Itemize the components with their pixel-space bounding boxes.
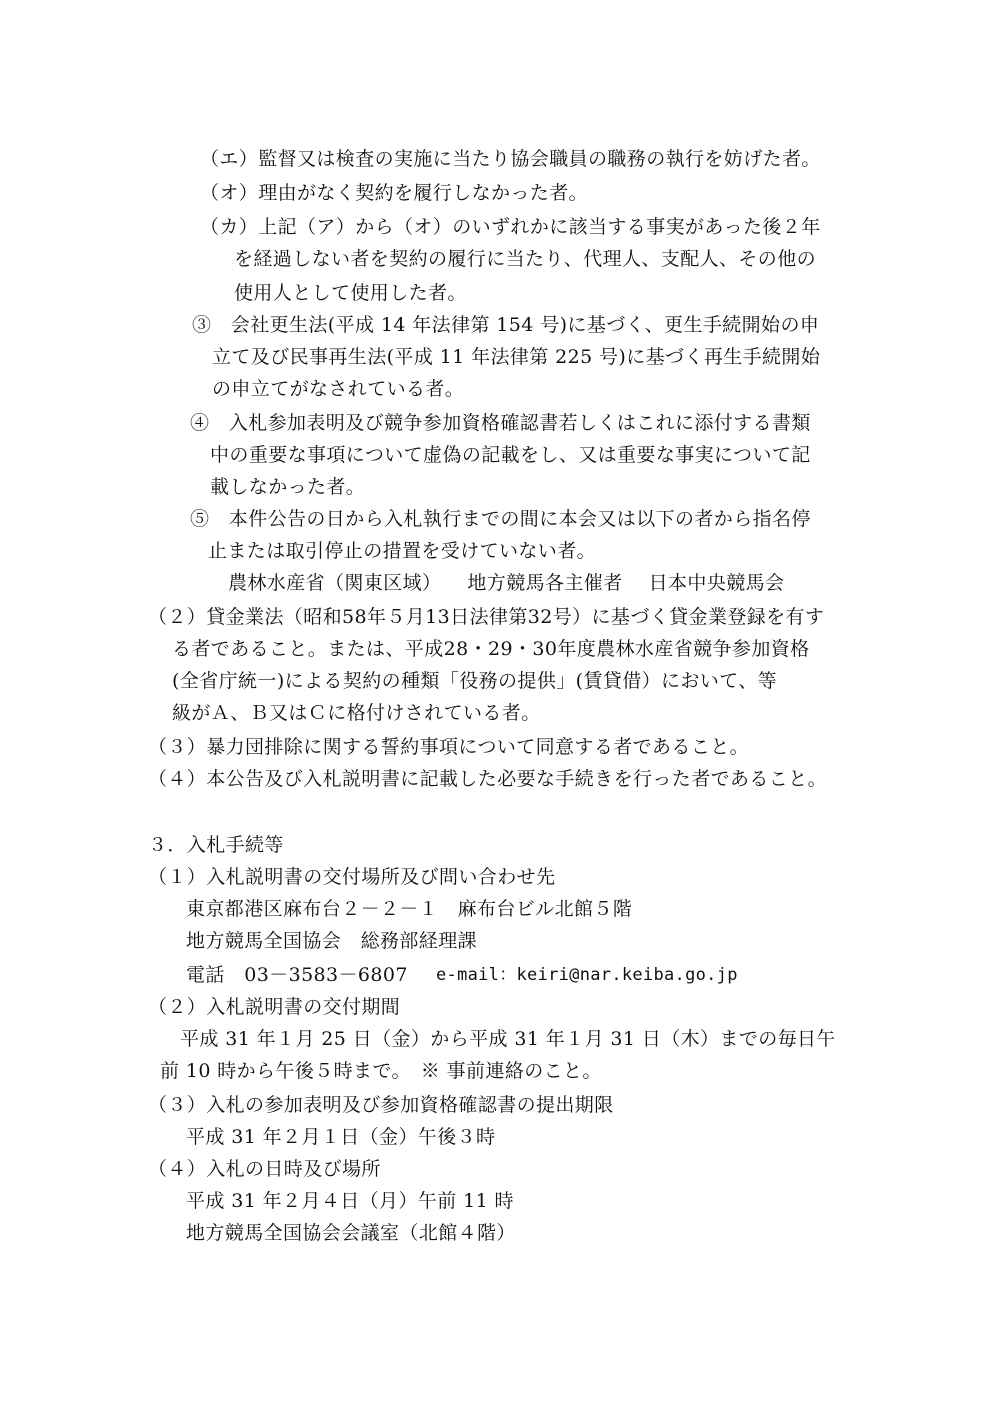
item-5-line1: ⑤ 本件公告の日から入札執行までの間に本会又は以下の者から指名停: [190, 508, 811, 530]
item-3-line2: 立て及び民事再生法(平成 11 年法律第 225 号)に基づく再生手続開始: [212, 346, 821, 368]
agency-list: [228, 570, 784, 596]
sub-item-ka-line1: （カ）上記（ア）から（オ）のいずれかに該当する事実があった後２年: [200, 216, 821, 238]
sec3-s2-title: （２）入札説明書の交付期間: [148, 996, 401, 1018]
item-4-line2: 中の重要な事項について虚偽の記載をし、又は重要な事実について記: [210, 444, 811, 466]
sec3-s3-title: （３）入札の参加表明及び参加資格確認書の提出期限: [148, 1094, 614, 1116]
agency-local-racing: 地方競馬各主催者: [467, 572, 623, 594]
section-3-heading: ３．入札手続等: [148, 834, 284, 856]
item-5-line2: 止または取引停止の措置を受けていない者。: [208, 540, 597, 562]
para-2-line3: (全省庁統一)による契約の種類「役務の提供」(賃貸借）において、等: [172, 670, 778, 692]
item-3-line3: の申立てがなされている者。: [212, 378, 465, 400]
agency-maff: 農林水産省（関東区域）: [228, 572, 442, 594]
sec3-s1-phone: 電話 03－3583－6807: [186, 964, 408, 986]
para-2-line1: （２）貸金業法（昭和58年５月13日法律第32号）に基づく貸金業登録を有す: [148, 606, 825, 628]
sub-item-ka-line2: を経過しない者を契約の履行に当たり、代理人、支配人、その他の: [234, 248, 817, 270]
sec3-s1-title: （１）入札説明書の交付場所及び問い合わせ先: [148, 866, 556, 888]
sec3-s1-email: e-mail：keiri@nar.keiba.go.jp: [436, 965, 738, 985]
sub-item-o-line1: （オ）理由がなく契約を履行しなかった者。: [200, 182, 589, 204]
item-4-line3: 載しなかった者。: [210, 476, 366, 498]
para-2-line4: 級がＡ、Ｂ又はＣに格付けされている者。: [172, 702, 541, 724]
item-3-line1: ③ 会社更生法(平成 14 年法律第 154 号)に基づく、更生手続開始の申: [192, 314, 820, 336]
para-2-line2: る者であること。または、平成28・29・30年度農林水産省競争参加資格: [172, 638, 810, 660]
sec3-s1-org: 地方競馬全国協会 総務部経理課: [186, 930, 478, 952]
sec3-s4-title: （４）入札の日時及び場所: [148, 1158, 381, 1180]
sec3-s3-deadline: 平成 31 年２月１日（金）午後３時: [186, 1126, 496, 1148]
para-4-line1: （４）本公告及び入札説明書に記載した必要な手続きを行った者であること。: [148, 768, 828, 790]
sec3-s2-line2: 前 10 時から午後５時まで。 ※ 事前連絡のこと。: [160, 1060, 602, 1082]
sub-item-ka-line3: 使用人として使用した者。: [234, 282, 467, 304]
sub-item-e-line1: （エ）監督又は検査の実施に当たり協会職員の職務の執行を妨げた者。: [200, 148, 821, 170]
sec3-s2-line1: 平成 31 年１月 25 日（金）から平成 31 年１月 31 日（木）までの毎日午: [180, 1028, 836, 1050]
para-3-line1: （３）暴力団排除に関する誓約事項について同意する者であること。: [148, 736, 750, 758]
sec3-s4-place: 地方競馬全国協会会議室（北館４階）: [186, 1222, 516, 1244]
agency-jra: 日本中央競馬会: [648, 572, 785, 594]
sec3-s4-datetime: 平成 31 年２月４日（月）午前 11 時: [186, 1190, 514, 1212]
item-4-line1: ④ 入札参加表明及び競争参加資格確認書若しくはこれに添付する書類: [190, 412, 811, 434]
sec3-s1-address: 東京都港区麻布台２－２－１ 麻布台ビル北館５階: [186, 898, 633, 920]
